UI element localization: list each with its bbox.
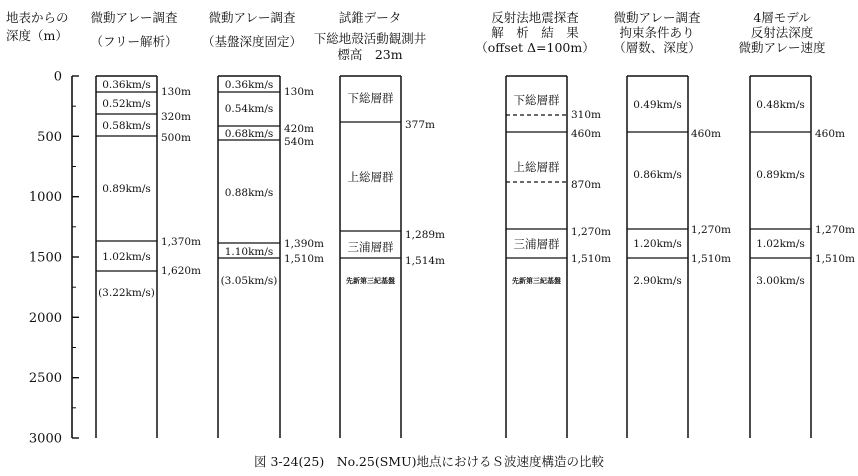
col5-header: [613, 10, 701, 55]
col3-header-line3: 標高 23m: [337, 47, 403, 62]
formation-label: 先新第三紀基盤: [346, 276, 395, 285]
depth-label: 460m: [815, 128, 845, 140]
axis-tick-label: 0: [53, 69, 62, 85]
formation-label: 下総層群: [347, 91, 394, 105]
depth-label: 1,270m: [815, 224, 856, 236]
velocity-label: 0.86km/s: [633, 169, 682, 181]
velocity-label: 0.88km/s: [224, 187, 274, 199]
col3-header-line1: 試錐データ: [338, 10, 402, 25]
column-3-borehole-data: [340, 76, 445, 438]
velocity-label: 0.89km/s: [102, 183, 151, 195]
axis-tick-label: 1000: [28, 190, 62, 206]
axis-title: [6, 10, 69, 43]
velocity-label: 0.52km/s: [102, 98, 151, 110]
axis-tick-label: 2000: [28, 310, 62, 326]
figure-caption: 図 3-24(25) No.25(SMU)地点におけるＳ波速度構造の比較: [254, 454, 604, 469]
depth-label: 1,510m: [284, 253, 325, 265]
depth-label: 460m: [691, 128, 721, 140]
velocity-label: 1.02km/s: [102, 251, 151, 263]
axis-tick-label: 1500: [28, 250, 62, 266]
col1-header-line2: （フリー解析）: [90, 34, 178, 49]
axis-tick-label: 2500: [28, 371, 62, 387]
velocity-label: 0.58km/s: [102, 120, 151, 132]
velocity-label: 0.89km/s: [756, 169, 805, 181]
col2-header: [202, 10, 302, 49]
col3-header-line2: 下総地殻活動観測井: [313, 31, 427, 46]
column-4-seismic-reflection: [506, 76, 611, 438]
depth-label: 1,390m: [284, 238, 325, 250]
column-1-free-analysis: [96, 76, 201, 438]
depth-label: 1,510m: [691, 253, 732, 265]
col6-header-line2: 反射法深度: [750, 25, 814, 40]
depth-label: 460m: [571, 128, 601, 140]
col4-header-line3: （offset Δ=100m）: [475, 40, 595, 55]
velocity-label: 2.90km/s: [633, 275, 682, 287]
column-6-four-layer-model: [750, 76, 855, 438]
velocity-label: 0.49km/s: [633, 99, 682, 111]
depth-label: 500m: [161, 132, 191, 144]
formation-label: 上総層群: [513, 160, 560, 174]
depth-label: 320m: [161, 111, 191, 123]
depth-label: 130m: [161, 86, 191, 98]
col1-header: [90, 10, 177, 49]
formation-label: 三浦層群: [347, 240, 394, 254]
axis-tick-label: 500: [37, 129, 62, 145]
depth-label: 1,370m: [161, 236, 202, 248]
depth-label: 1,289m: [405, 229, 446, 241]
formation-label: 三浦層群: [513, 237, 560, 251]
col5-header-line3: （層数、深度）: [613, 40, 701, 55]
velocity-label: (3.05km/s): [220, 275, 278, 287]
depth-label: 1,514m: [405, 255, 446, 267]
velocity-label: 0.36km/s: [224, 79, 274, 91]
depth-axis: [29, 70, 79, 447]
depth-label: 377m: [405, 119, 435, 131]
depth-label: 1,510m: [571, 253, 612, 265]
col6-header-line3: 微動アレー速度: [738, 40, 826, 55]
depth-label: 870m: [571, 179, 601, 191]
formation-label: 下総層群: [513, 93, 560, 107]
depth-label: 540m: [284, 136, 314, 148]
col6-header: [738, 10, 826, 55]
col6-header-line1: 4層モデル: [753, 10, 811, 25]
velocity-label: 0.48km/s: [756, 99, 805, 111]
velocity-label: 1.20km/s: [633, 238, 682, 250]
column-5-constrained-array: [627, 76, 731, 438]
depth-label: 310m: [571, 109, 601, 121]
axis-title-line2: 深度（m）: [6, 28, 68, 43]
velocity-label: 1.10km/s: [224, 246, 274, 258]
depth-label: 130m: [284, 86, 314, 98]
velocity-label: 3.00km/s: [756, 275, 805, 287]
depth-label: 1,510m: [815, 253, 856, 265]
velocity-label: 0.68km/s: [224, 128, 274, 140]
depth-label: 1,270m: [691, 224, 732, 236]
axis-tick-label: 3000: [28, 431, 62, 447]
velocity-label: (3.22km/s): [98, 287, 155, 299]
velocity-label: 1.02km/s: [756, 238, 805, 250]
depth-label: 1,270m: [571, 226, 612, 238]
velocity-label: 0.54km/s: [224, 103, 274, 115]
col2-header-line2: （基盤深度固定）: [201, 34, 303, 49]
col4-header-line2: 解 析 結 果: [491, 25, 579, 40]
col1-header-line1: 微動アレー調査: [90, 10, 178, 25]
col3-header: [314, 10, 427, 62]
col2-header-line1: 微動アレー調査: [208, 10, 296, 25]
velocity-label: 0.36km/s: [102, 79, 151, 91]
formation-label: 上総層群: [347, 170, 394, 184]
depth-label: 1,620m: [161, 265, 202, 277]
formation-label: 先新第三紀基盤: [512, 276, 561, 285]
col5-header-line2: 拘束条件あり: [619, 25, 695, 40]
col4-header-line1: 反射法地震探査: [491, 10, 579, 25]
column-2-fixed-basement: [218, 76, 324, 438]
depth-label: 420m: [284, 123, 314, 135]
col5-header-line1: 微動アレー調査: [613, 10, 701, 25]
axis-title-line1: 地表からの: [6, 10, 69, 25]
col4-header: [475, 10, 594, 55]
